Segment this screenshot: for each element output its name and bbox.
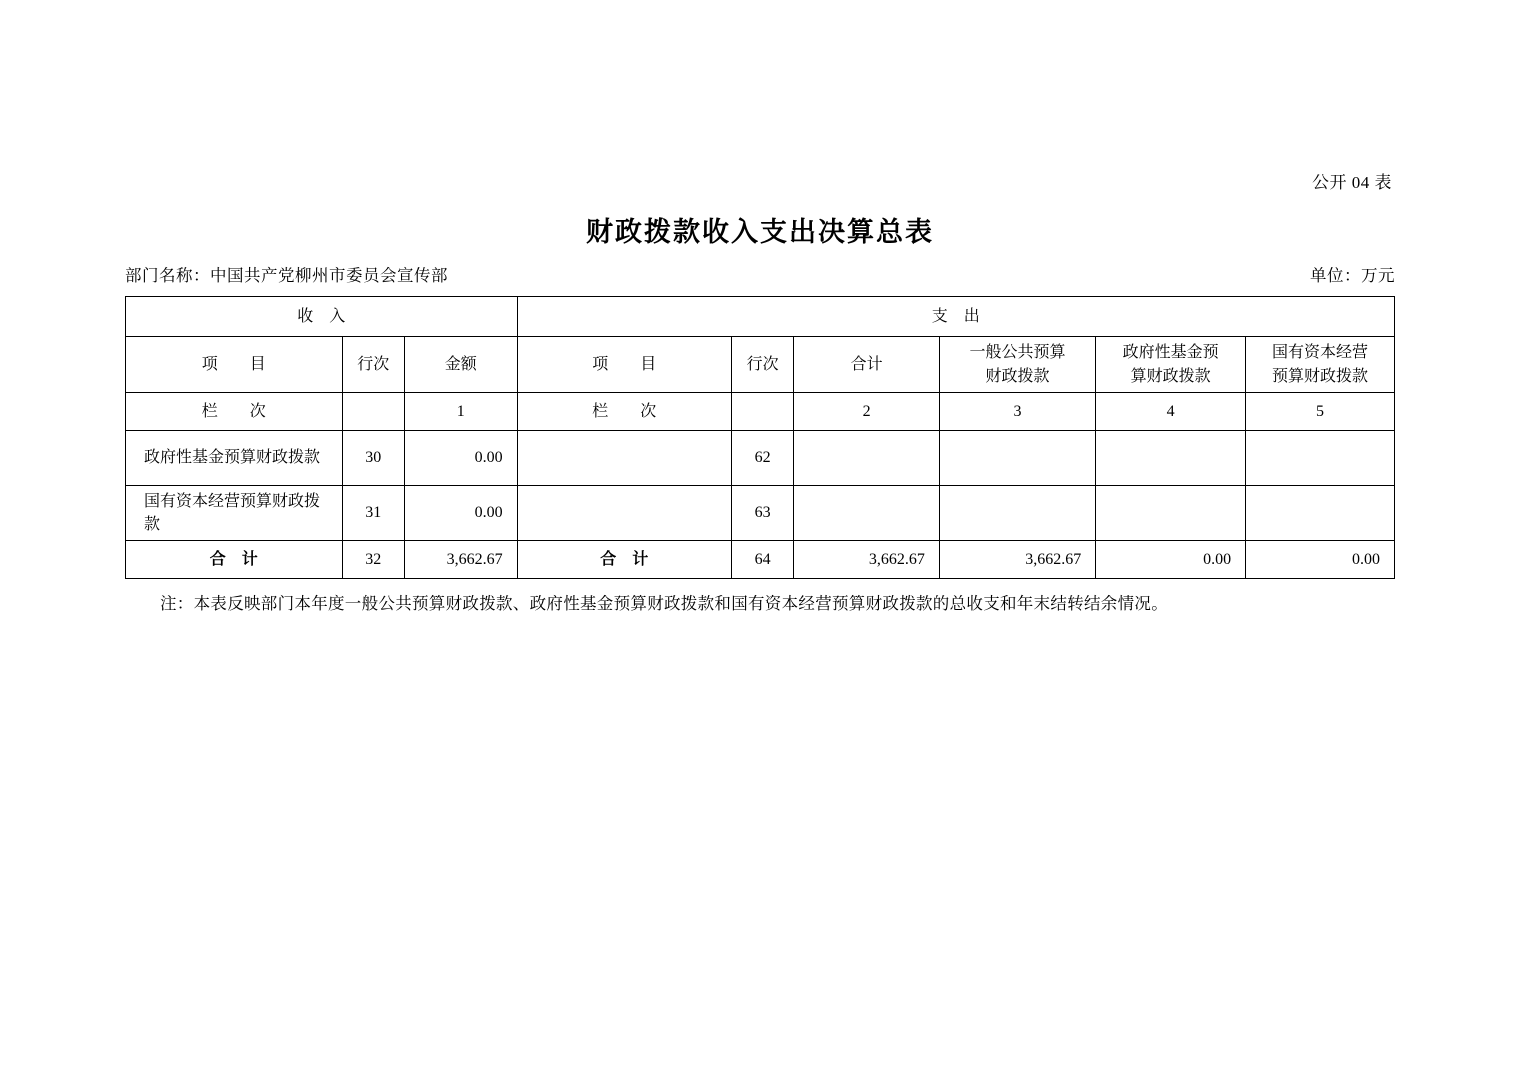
meta-row [125, 262, 1395, 286]
table-note: 注：本表反映部门本年度一般公共预算财政拨款、政府性基金预算财政拨款和国有资本经营预算财政拨款的总收支和年末结转结余情况。 [160, 594, 1168, 613]
total-expend-total: 3,662.67 [794, 541, 939, 579]
unit-label: 单位：万元 [1310, 266, 1395, 285]
col-header-expend-capital: 国有资本经营 预算财政拨款 [1246, 337, 1395, 393]
total-expend-fund: 0.00 [1096, 541, 1246, 579]
rank-blank-expend-line [732, 393, 794, 431]
total-expend-capital: 0.00 [1246, 541, 1395, 579]
row-expend-general [939, 431, 1095, 486]
row-income-item: 国有资本经营预算财政拨款 [126, 486, 343, 541]
group-header-income: 收 入 [126, 297, 518, 337]
row-expend-fund [1096, 486, 1246, 541]
table-group-header-row [126, 297, 1395, 337]
row-income-item: 政府性基金预算财政拨款 [126, 431, 343, 486]
total-expend-item: 合 计 [517, 541, 731, 579]
table-row [126, 431, 1395, 486]
rank-num-expend-fund: 4 [1096, 393, 1246, 431]
table-row [126, 486, 1395, 541]
row-income-amount: 0.00 [404, 431, 517, 486]
rank-label-expend: 栏 次 [517, 393, 731, 431]
row-expend-item [517, 486, 731, 541]
row-expend-fund [1096, 431, 1246, 486]
group-header-expenditure: 支 出 [517, 297, 1394, 337]
rank-num-expend-total: 2 [794, 393, 939, 431]
department-name: 中国共产党柳州市委员会宣传部 [210, 266, 448, 285]
rank-num-expend-capital: 5 [1246, 393, 1395, 431]
col-header-expend-general: 一般公共预算 财政拨款 [939, 337, 1095, 393]
budget-table [125, 296, 1395, 579]
col-header-expend-item: 项 目 [517, 337, 731, 393]
row-expend-total [794, 486, 939, 541]
rank-blank-income-line [342, 393, 404, 431]
row-expend-total [794, 431, 939, 486]
row-expend-line: 62 [732, 431, 794, 486]
rank-num-expend-general: 3 [939, 393, 1095, 431]
total-income-item: 合 计 [126, 541, 343, 579]
col-header-income-line: 行次 [342, 337, 404, 393]
col-header-expend-fund: 政府性基金预 算财政拨款 [1096, 337, 1246, 393]
rank-num-income-amount: 1 [404, 393, 517, 431]
page-title: 财政拨款收入支出决算总表 [586, 217, 934, 247]
table-column-header-row [126, 337, 1395, 393]
col-header-expend-total: 合计 [794, 337, 939, 393]
table-rank-row [126, 393, 1395, 431]
row-expend-capital [1246, 431, 1395, 486]
department-label [125, 262, 448, 286]
total-income-line: 32 [342, 541, 404, 579]
col-header-expend-line: 行次 [732, 337, 794, 393]
row-income-line: 30 [342, 431, 404, 486]
row-income-amount: 0.00 [404, 486, 517, 541]
form-code: 公开 04 表 [1312, 173, 1392, 192]
rank-label-income: 栏 次 [126, 393, 343, 431]
total-expend-general: 3,662.67 [939, 541, 1095, 579]
row-income-line: 31 [342, 486, 404, 541]
col-header-income-amount: 金额 [404, 337, 517, 393]
department-label-text: 部门名称： [125, 266, 210, 285]
total-expend-line: 64 [732, 541, 794, 579]
total-income-amount: 3,662.67 [404, 541, 517, 579]
table-total-row [126, 541, 1395, 579]
col-header-income-item: 项 目 [126, 337, 343, 393]
row-expend-item [517, 431, 731, 486]
row-expend-general [939, 486, 1095, 541]
row-expend-line: 63 [732, 486, 794, 541]
row-expend-capital [1246, 486, 1395, 541]
